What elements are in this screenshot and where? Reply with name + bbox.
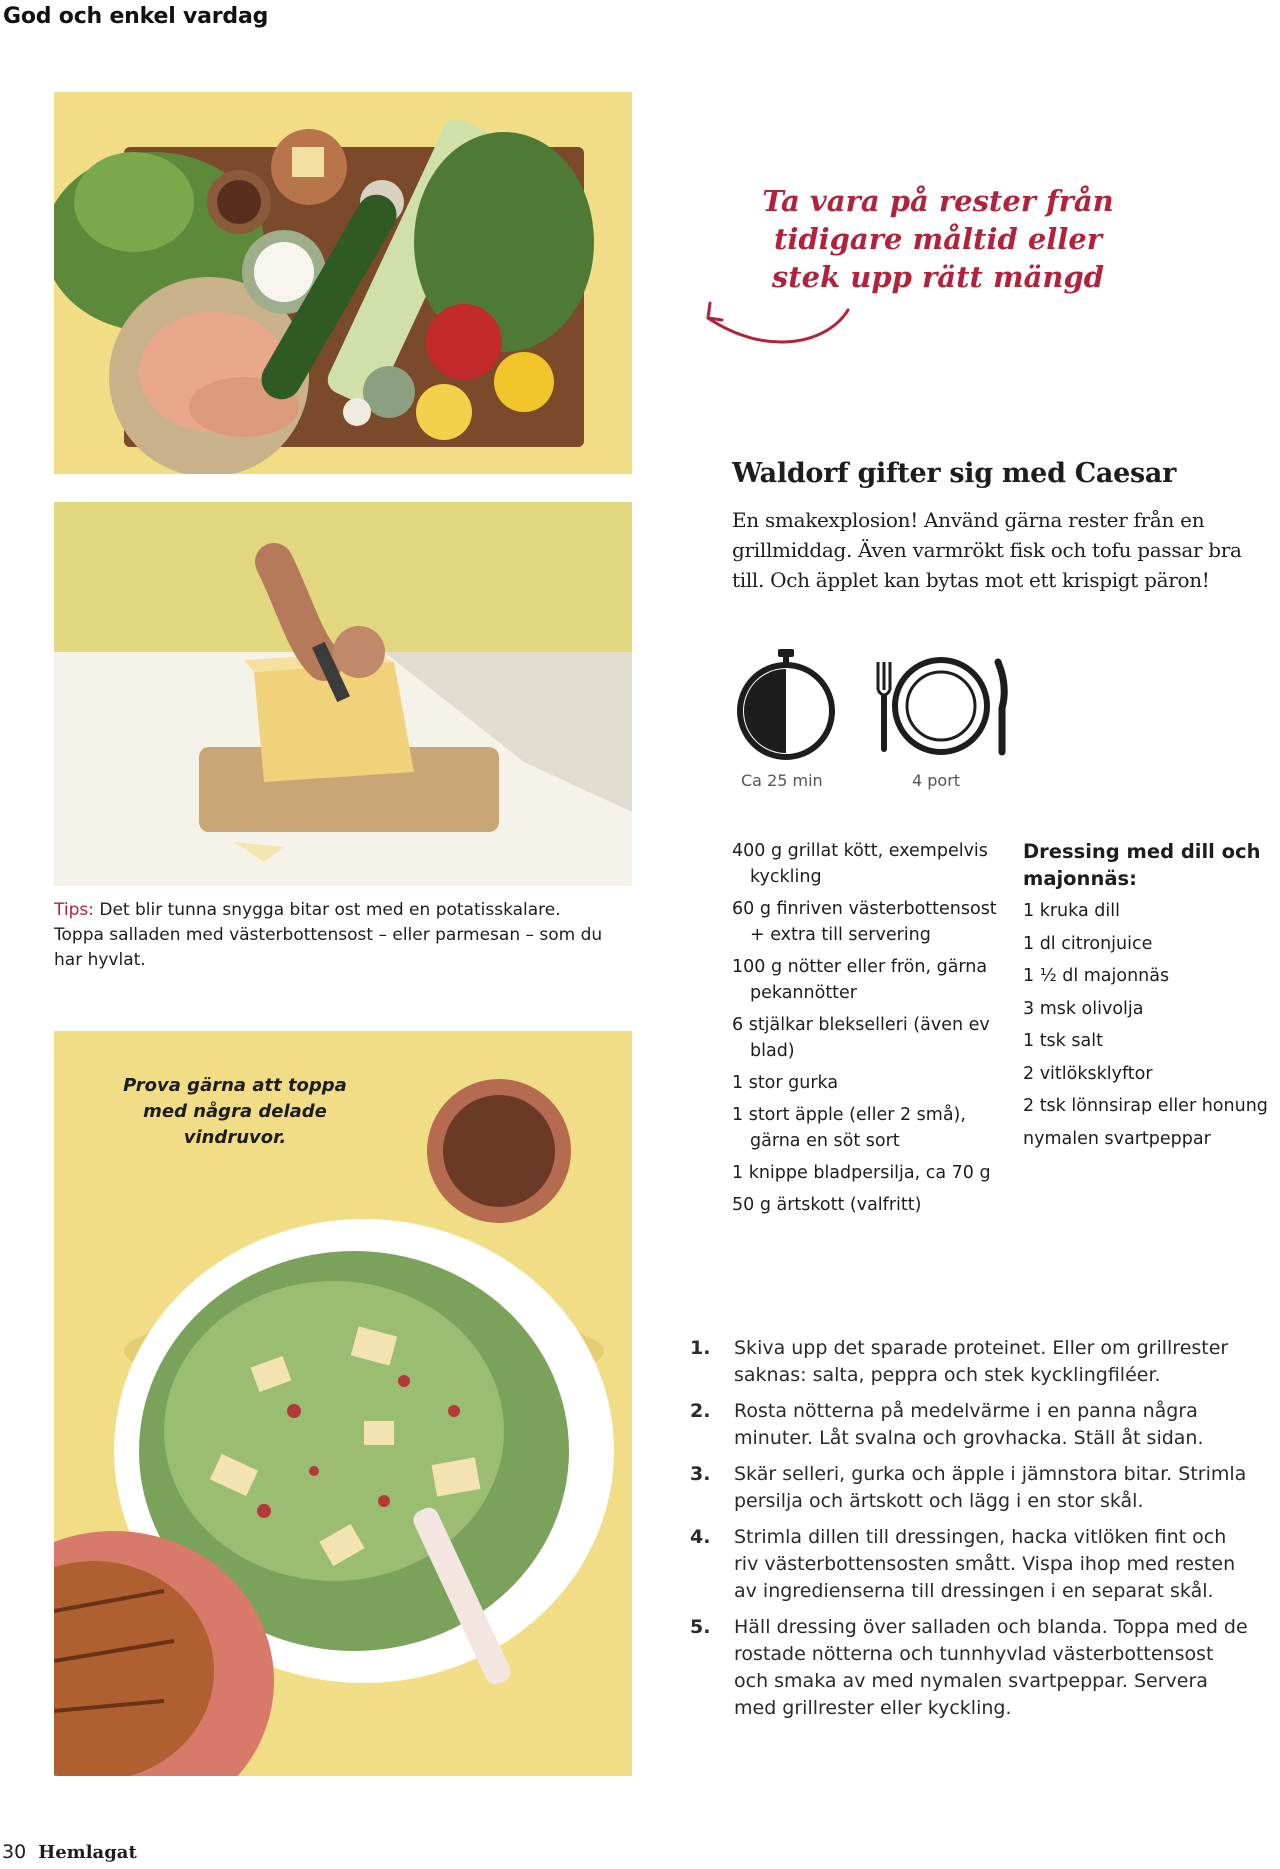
tip-text: Det blir tunna snygga bitar ost med en potatisskalare. Toppa salladen med västerbottensost – eller parmesan – som du har hyvlat. (54, 900, 603, 970)
step-text: Skiva upp det sparade proteinet. Eller om grillrester saknas: salta, peppra och stek kycklingfiléer. (734, 1337, 1229, 1386)
dressing-item: 2 vitlöksklyftor (1023, 1063, 1153, 1084)
step-item (690, 1335, 1250, 1389)
dressing-title: Dressing med dill och majonnäs: (1023, 840, 1261, 890)
magazine-name: Hemlagat (38, 1842, 137, 1863)
method-steps (690, 1335, 1250, 1731)
photo-note: Prova gärna att toppa med några delade vindruvor. (123, 1075, 347, 1148)
servings-label: 4 port (912, 771, 961, 790)
plate-cutlery-icon (874, 656, 1008, 756)
dressing-item: 1 kruka dill (1023, 901, 1120, 921)
dressing-item: 1 dl citronjuice (1023, 933, 1153, 954)
ingredient-item: 400 g grillat kött, exempelvis kyckling (732, 841, 988, 887)
curved-arrow-icon (698, 298, 858, 358)
dressing-list (1023, 898, 1280, 1152)
ingredient-item: 1 stort äpple (eller 2 små), gärna en söt sort (732, 1105, 966, 1151)
tip-box (54, 898, 614, 973)
step-text: Skär selleri, gurka och äpple i jämnstora bitar. Strimla persilja och ärtskott och lägg i en stor skål. (734, 1463, 1247, 1512)
step-number: 1. (690, 1337, 711, 1359)
step-item (690, 1398, 1250, 1452)
step-text: Häll dressing över salladen och blanda. Toppa med de rostade nötterna och tunnhyvlad västerbottensost och smaka av med nymalen svartpeppar. Servera med grillrester eller kyckling. (734, 1616, 1248, 1719)
dressing-item: 3 msk olivolja (1023, 998, 1144, 1019)
stopwatch-icon (735, 649, 837, 761)
step-number: 2. (690, 1400, 711, 1422)
dressing-item: 1 ½ dl majonnäs (1023, 966, 1170, 986)
step-text: Strimla dillen till dressingen, hacka vitlöken fint och riv västerbottensosten smått. Vispa ihop med resten av ingredienserna till dressingen i en separat skål. (734, 1526, 1236, 1602)
page-number: 30 (2, 1841, 27, 1863)
tip-label: Tips: (54, 900, 94, 920)
recipe-title: Waldorf gifter sig med Caesar (732, 458, 1177, 489)
dressing-item: 2 tsk lönnsirap eller honung (1023, 1096, 1268, 1116)
step-number: 3. (690, 1463, 711, 1485)
recipe-intro: En smakexplosion! Använd gärna rester från en grillmiddag. Även varmrökt fisk och tofu passar bra till. Och äpplet kan bytas mot ett krispigt päron! (732, 508, 1242, 592)
page-footer (2, 1841, 137, 1863)
step-number: 5. (690, 1616, 711, 1638)
section-header: God och enkel vardag (3, 4, 269, 29)
ingredient-list (732, 838, 1002, 1224)
step-number: 4. (690, 1526, 711, 1548)
dressing-section (1023, 838, 1280, 1158)
time-label: Ca 25 min (741, 771, 823, 790)
ingredient-item: 100 g nötter eller frön, gärna pekannötter (732, 957, 988, 1003)
ingredient-item: 6 stjälkar blekselleri (även ev blad) (732, 1015, 990, 1061)
ingredient-item: 1 stor gurka (732, 1073, 839, 1093)
step-item (690, 1614, 1250, 1722)
step-item (690, 1461, 1250, 1515)
step-item (690, 1524, 1250, 1605)
step-text: Rosta nötterna på medelvärme i en panna några minuter. Låt svalna och grovhacka. Ställ åt sidan. (734, 1400, 1204, 1449)
dressing-item: 1 tsk salt (1023, 1031, 1103, 1051)
cheese-grating-photo (54, 502, 632, 886)
ingredient-item: 50 g ärtskott (valfritt) (732, 1195, 922, 1215)
ingredient-item: 60 g finriven västerbottensost + extra till servering (732, 899, 997, 945)
ingredients-photo (54, 92, 632, 474)
callout-text: Ta vara på rester från tidigare måltid eller stek upp rätt mängd (762, 184, 1114, 294)
ingredient-item: 1 knippe bladpersilja, ca 70 g (732, 1163, 991, 1183)
dressing-item: nymalen svartpeppar (1023, 1128, 1211, 1149)
